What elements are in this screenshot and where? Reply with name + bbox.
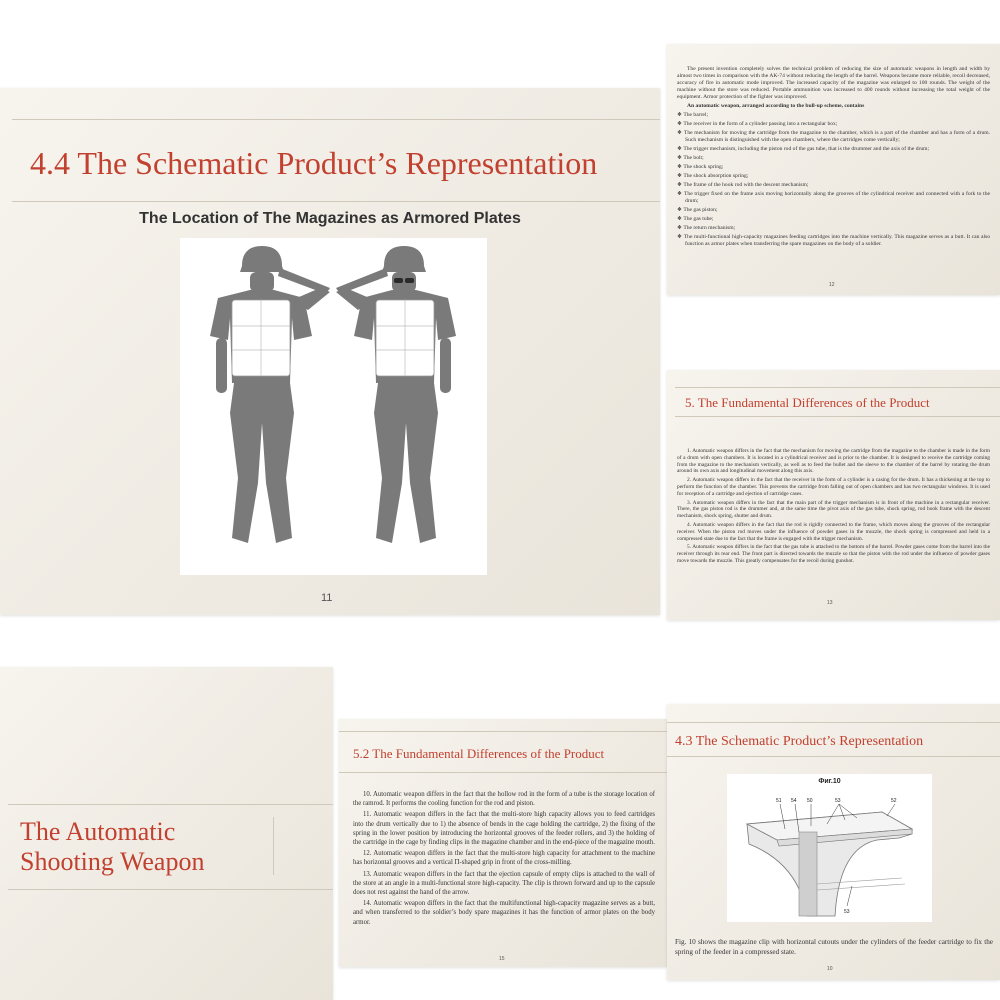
divider — [8, 889, 333, 890]
paragraph: 5. Automatic weapon differs in the fact that the gas tube is attached to the bottom of the barrel. Powder gases come from the barrel into the receiver through its rear end. The front part is directed towards the muzzle so that the piston with the rod under the influence of powder gases move towards the muzzle. This greatly compensates for the recoil during gunshot. — [677, 544, 990, 564]
slide-fundamental-differences[interactable] — [667, 370, 1000, 620]
callout-52: 52 — [891, 798, 897, 804]
slide-body — [353, 790, 655, 929]
divider — [339, 772, 667, 773]
slide-subtitle: The Location of The Magazines as Armored Plates — [139, 210, 521, 227]
divider — [675, 387, 1000, 388]
paragraph: 10. Automatic weapon differs in the fact that the hollow rod in the form of a tube is the storage location of the ramrod. It performs the cooling function for the rod and piston. — [353, 791, 655, 808]
list-item: ❖ The gas tube; — [677, 216, 714, 222]
list-item: ❖ The receiver in the form of a cylinder passing into a rectangular box; — [677, 121, 838, 127]
soldier-figure — [180, 238, 487, 575]
head-left — [250, 272, 274, 292]
list-item: ❖ The mechanism for moving the cartridge from the magazine to the chamber, which is a part of the chamber and has a form of a drum. Such mechanism is distinguished with the open chambers, where the cartridges come vertically; — [677, 130, 991, 143]
paragraph: 14. Automatic weapon differs in the fact that the multifunctional high-capacity magazine serves as a butt, and when transferred to the soldier’s body spare magazines it has the function of armor plates on the body armor. — [353, 900, 655, 926]
slide-schematic-armored-plates[interactable] — [0, 88, 660, 615]
paragraph: 11. Automatic weapon differs in the fact that the multi-store high capacity allows you to feed cartridges into the drum vertically due to 1) the absence of bends in the cage holding the cartridge, 2) the fixing of the spring in the lower position by introducing the horizontal grooves of the feeder rollers, and 3) the holding of the cartridge in the cage by finding clips in the magazine chamber and in the end-piece of the magazine mouth. — [353, 811, 655, 847]
divider — [667, 722, 1000, 723]
divider — [12, 119, 660, 120]
list-item: ❖ The barrel; — [677, 112, 709, 118]
paragraph: 3. Automatic weapon differs in the fact that the main part of the trigger mechanism is in front of the machine in a rectangular receiver. There, the gas piston rod is the drummer and, at the same time the pivot axis of the gas tube, shock spring, rod hook frame with the descent mechanism, shock spring, shutter and drum. — [677, 499, 990, 520]
intro-paragraph: The present invention completely solves the technical problem of reducing the size of automatic weapons in length and width by almost two times in comparison with the AK-74 without reducing the length of the barrel. Weapons became more reliable, recoil decreased, accuracy of fire in automatic mode improved. The increased capacity of the magazine was enlarged to 100 rounds. The weight of the machine without the store was reduced. Portable ammunition was increased to 400 rounds without increasing the total weight of the equipment. Armor protection of the fighter was improved. — [677, 66, 990, 100]
slide-title: 5.2 The Fundamental Differences of the Product — [353, 746, 605, 761]
page-number: 10 — [827, 966, 833, 972]
slide-invention-summary[interactable] — [667, 44, 1000, 295]
list-item: ❖ The trigger mechanism, including the piston rod of the gas tube, that is the drummer and the axis of the drum; — [677, 146, 930, 152]
title-line: The Automatic — [20, 817, 176, 846]
legs-right — [374, 383, 438, 543]
callout-54: 54 — [791, 798, 797, 804]
list-item: ❖ The gas piston; — [677, 207, 718, 213]
page-number: 11 — [321, 592, 333, 604]
list-item: ❖ The shock spring; — [677, 164, 724, 170]
callout-53: 53 — [835, 798, 841, 804]
slide-title: 4.4 The Schematic Product’s Representation — [30, 145, 598, 181]
magazine-figure — [727, 774, 932, 922]
legs-left — [230, 383, 294, 543]
vertical-divider — [273, 817, 274, 875]
helmet-left — [240, 246, 284, 272]
slide-body — [677, 448, 990, 567]
divider — [12, 201, 660, 202]
helmet-right — [382, 246, 426, 272]
figure-caption: Fig. 10 shows the magazine clip with horizontal cutouts under the cylinders of the feeder cartridge to fix the spring of the feeder in a compressed state. — [675, 938, 993, 956]
callout-53-bottom: 53 — [844, 909, 850, 915]
divider — [675, 416, 1000, 417]
page-number: 12 — [829, 282, 835, 288]
magazine-drawing — [727, 774, 932, 922]
slide-fundamental-differences-2[interactable] — [339, 719, 667, 967]
arm-right-down — [440, 338, 451, 393]
divider — [667, 756, 1000, 757]
list-item: ❖ The shock absorption spring; — [677, 173, 749, 179]
paragraph: 2. Automatic weapon differs in the fact that the receiver in the form of a cylinder is a casing for the drum. It has a thickening at the top to perform the function of the chamber. This prevents the cartridge from falling out of open chambers and has two rectangular windows. It is used for reception of a cartridge and ejection of cartridge cases. — [677, 477, 990, 497]
figure-label: Фиг.10 — [818, 778, 841, 785]
soldiers-illustration — [180, 238, 487, 575]
slide-magazine-schematic[interactable] — [667, 704, 1000, 980]
divider — [339, 731, 667, 732]
list-item: ❖ The multi-functional high-capacity magazines feeding cartridges into the machine vertically. This magazine serves as a butt. It can also function as armor plates when transferring the spare magazines on the body of a soldier. — [677, 234, 991, 247]
section-heading: An automatic weapon, arranged according to the bull-up scheme, contains — [687, 103, 865, 109]
slide-title: 4.3 The Schematic Product’s Representation — [675, 734, 924, 749]
forearm-salute-right — [336, 268, 388, 294]
sunglasses-right — [394, 278, 403, 283]
divider — [8, 804, 333, 805]
slide-body — [677, 66, 990, 250]
forearm-salute-left — [278, 268, 330, 294]
callout-51: 51 — [776, 798, 782, 804]
slide-title: 5. The Fundamental Differences of the Product — [685, 395, 930, 410]
list-item: ❖ The frame of the hook rod with the descent mechanism; — [677, 182, 809, 188]
page-number: 13 — [827, 600, 833, 606]
arm-left-down — [216, 338, 227, 393]
paragraph: 12. Automatic weapon differs in the fact that the multi-store high capacity for attachment to the machine has horizontal grooves and a vertical П-shaped grip in front of the cross-milling. — [353, 850, 655, 867]
slide-section-title[interactable] — [0, 667, 333, 1000]
paragraph: 4. Automatic weapon differs in the fact that the rod is rigidly connected to the frame, which moves along the grooves of the rectangular receiver. When the piston rod moves under the influence of powder gases in the muzzle, the shock spring is compressed and held in a compressed state due to the fact that the frame is engaged with the trigger mechanism. — [677, 521, 990, 542]
list-item: ❖ The return mechanism; — [677, 225, 736, 231]
section-title — [20, 817, 204, 877]
paragraph: 13. Automatic weapon differs in the fact that the ejection capsule of empty clips is attached to the wall of the store at an angle in a multi-functional store high-capacity. The clip is thrown forward and up to the capsule does not rest against the hand of the arrow. — [353, 870, 655, 897]
page-number: 15 — [499, 956, 505, 962]
title-line: Shooting Weapon — [20, 847, 205, 876]
list-item: ❖ The bolt; — [677, 155, 704, 161]
paragraph: 1. Automatic weapon differs in the fact that the mechanism for moving the cartridge from the magazine to the chamber is made in the form of a drum with open chambers. It is located in a cylindrical receiver and is prior to the chamber. It is designed to receive the cartridge coming from the magazine to the mechanism vertically, as well as to feed the bullet and the sleeve to the chamber of the barrel by rotating the drum around its own axis and longitudinal movement along this axis. — [677, 448, 990, 475]
list-item: ❖ The trigger fixed on the frame axis moving horizontally along the grooves of the cylindrical receiver and connected with a fork to the drum; — [677, 191, 991, 204]
callout-50: 50 — [807, 798, 813, 804]
